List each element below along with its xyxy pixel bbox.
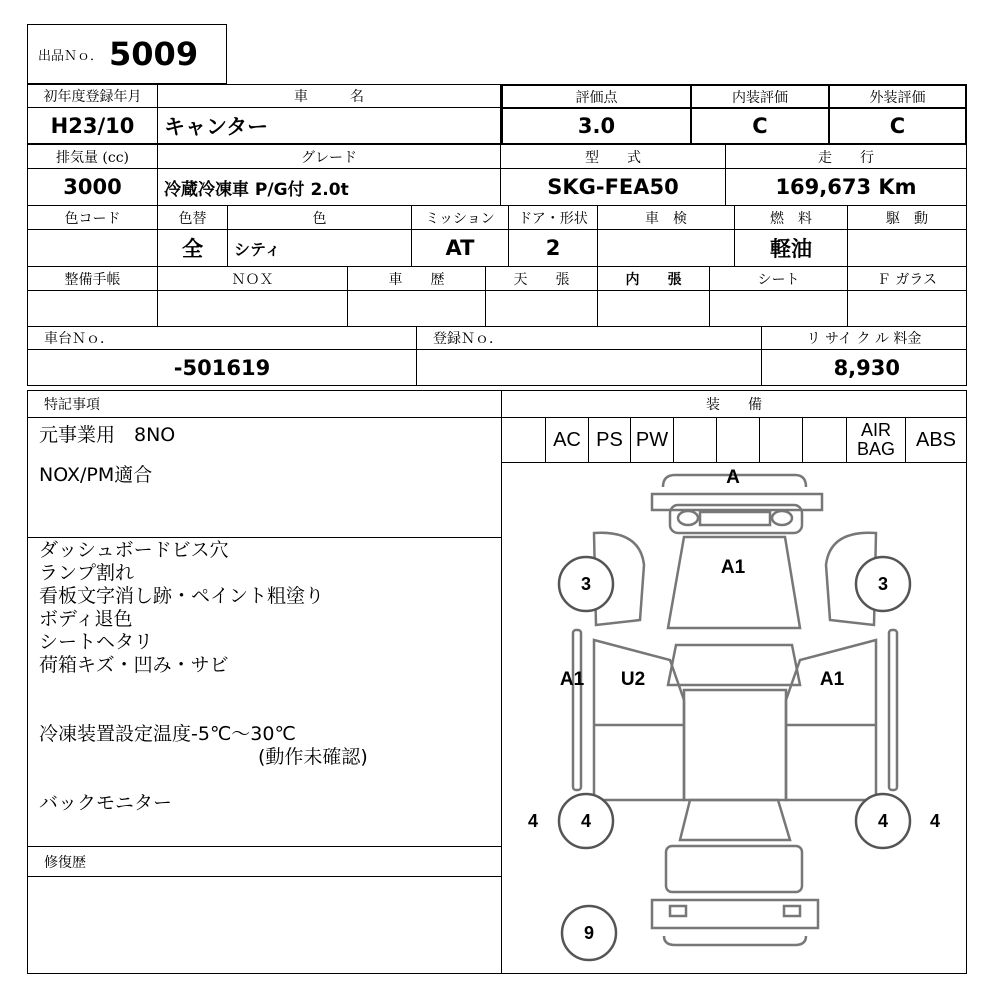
special-note-line-1: 元事業用 8NO	[39, 424, 176, 446]
airbag-top: AIR	[860, 420, 891, 440]
rear-right-tire-value: 4	[877, 811, 889, 831]
ceiling-label: 天 張	[485, 266, 598, 291]
cab-roof	[668, 645, 800, 685]
door-label: ドア・形状	[508, 205, 598, 230]
lot-number-label: 出品Ｎｏ．	[38, 48, 104, 64]
detail-note-line-2: ランプ割れ	[39, 562, 135, 584]
grade-value: 冷蔵冷凍車 P/G付 2.0t	[157, 168, 501, 206]
interior-grade-value: C	[690, 107, 830, 145]
monitor-note: バックモニター	[39, 792, 173, 814]
equipment-pw: PW	[631, 418, 674, 462]
right-door-mark: A1	[819, 669, 845, 690]
left-door-mark-2: U2	[620, 669, 646, 690]
maintenance-label: 整備手帳	[27, 266, 158, 291]
score-value: 3.0	[501, 107, 692, 145]
recycle-value: 8,930	[761, 349, 967, 386]
history-label: 車 歴	[347, 266, 486, 291]
equipment-abs: ABS	[915, 428, 957, 451]
repaint-value: 全	[157, 229, 228, 267]
mileage-value: 169,673 Km	[725, 168, 967, 206]
rear-left-outer-value: 4	[527, 811, 539, 831]
recycle-label: リ サイ ク ル 料金	[761, 326, 967, 350]
headlight-right	[772, 511, 792, 525]
door-value: 2	[508, 229, 598, 267]
windshield	[668, 537, 800, 628]
temp-note-line-2: (動作未確認)	[258, 746, 368, 768]
rear-left-tire-value: 4	[580, 811, 592, 831]
mileage-label: 走 行	[725, 144, 967, 169]
front-mark: A	[726, 467, 740, 488]
color-label: 色	[227, 205, 412, 230]
color-value: シティ	[227, 229, 412, 267]
lot-number-value: 5009	[109, 35, 199, 73]
interior-grade-label: 内装評価	[690, 84, 830, 109]
front-grille	[652, 494, 822, 510]
repaint-label: 色替	[157, 205, 228, 230]
detail-note-line-1: ダッシュボードビス穴	[39, 539, 229, 561]
glass-label: Ｆ ガラス	[847, 266, 967, 291]
rear-panel	[666, 846, 802, 892]
airbag-bottom: BAG	[856, 439, 895, 459]
rear-bumper	[652, 900, 818, 928]
detail-note-line-5: シートヘタリ	[39, 631, 154, 653]
repair-history-label: 修復歴	[27, 846, 502, 877]
chassis-label: 車台Ｎｏ．	[27, 326, 417, 350]
detail-note-line-3: 看板文字消し跡・ペイント粗塗り	[39, 585, 325, 607]
right-mirror	[889, 630, 897, 790]
right-door	[786, 640, 876, 800]
spare-tire-value: 9	[583, 923, 595, 943]
displacement-value: 3000	[27, 168, 158, 206]
special-notes-label: 特記事項	[27, 390, 502, 418]
grade-label: グレード	[157, 144, 501, 169]
registration-label: 登録Ｎｏ．	[416, 326, 762, 350]
cargo-box	[684, 690, 786, 800]
windshield-mark: A1	[720, 557, 746, 578]
first-reg-label: 初年度登録年月	[27, 84, 158, 108]
temp-note-line-1: 冷凍装置設定温度-5℃～30℃	[39, 723, 296, 745]
car-name-label: 車 名	[157, 84, 501, 108]
chassis-value: -501619	[27, 349, 417, 386]
front-left-tire-value: 3	[580, 574, 592, 594]
equipment-ac: AC	[546, 418, 589, 462]
interior-trim-label: 内 張	[597, 266, 710, 291]
inspection-label: 車 検	[597, 205, 735, 230]
detail-note-line-6: 荷箱キズ・凹み・サビ	[39, 654, 229, 676]
model-value: SKG-FEA50	[500, 168, 726, 206]
first-reg-value: H23/10	[27, 107, 158, 144]
car-name-value: キャンター	[157, 107, 501, 144]
special-note-line-2: NOX/PM適合	[39, 464, 153, 486]
exterior-grade-value: C	[828, 107, 967, 145]
headlight-left	[678, 511, 698, 525]
color-code-label: 色コード	[27, 205, 158, 230]
displacement-label: 排気量 (cc)	[27, 144, 158, 169]
equipment-ps: PS	[589, 418, 631, 462]
model-label: 型 式	[500, 144, 726, 169]
left-door-mark: A1	[559, 669, 585, 690]
rear-right-outer-value: 4	[929, 811, 941, 831]
left-mirror	[573, 630, 581, 790]
mission-value: AT	[411, 229, 509, 267]
left-door	[594, 640, 684, 800]
front-right-tire-value: 3	[877, 574, 889, 594]
mission-label: ミッション	[411, 205, 509, 230]
fuel-label: 燃 料	[734, 205, 848, 230]
nox-label: ＮＯＸ	[157, 266, 348, 291]
fuel-value: 軽油	[734, 229, 848, 267]
drive-label: 駆 動	[847, 205, 967, 230]
score-label: 評価点	[501, 84, 692, 109]
equipment-label: 装 備	[501, 390, 967, 418]
seat-label: シート	[709, 266, 848, 291]
detail-note-line-4: ボディ退色	[39, 608, 133, 630]
exterior-grade-label: 外装評価	[828, 84, 967, 109]
